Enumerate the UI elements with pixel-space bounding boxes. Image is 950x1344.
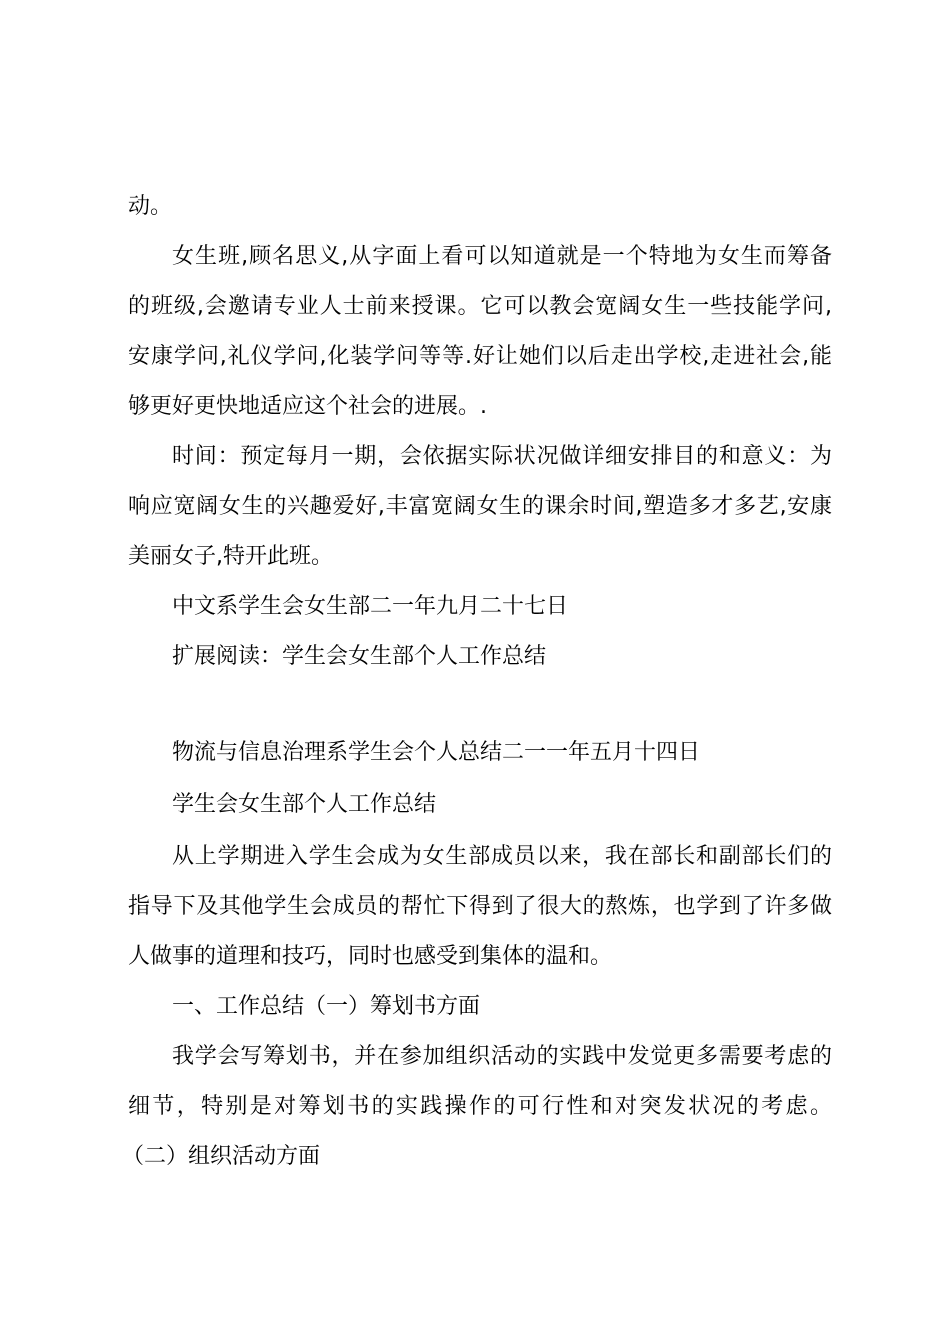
paragraph-line: 响应宽阔女生的兴趣爱好,丰富宽阔女生的课余时间,塑造多才多艺,安康: [128, 494, 832, 519]
subsection-heading: （二）组织活动方面: [122, 1144, 321, 1169]
paragraph-line: 人做事的道理和技巧，同时也感受到集体的温和。: [128, 944, 613, 969]
paragraph-line: 够更好更快地适应这个社会的进展。.: [128, 394, 487, 419]
paragraph-line: 美丽女子,特开此班。: [128, 544, 333, 569]
paragraph-line: 动。: [128, 194, 173, 219]
paragraph-line: 细节，特别是对筹划书的实践操作的可行性和对突发状况的考虑。: [128, 1094, 832, 1119]
paragraph-line: 女生班,顾名思义,从字面上看可以知道就是一个特地为女生而筹备: [172, 244, 832, 269]
paragraph-line: 我学会写筹划书，并在参加组织活动的实践中发觉更多需要考虑的: [172, 1044, 832, 1069]
paragraph-line: 时间：预定每月一期，会依据实际状况做详细安排目的和意义：为: [172, 444, 832, 469]
extended-reading-title: 扩展阅读：学生会女生部个人工作总结: [172, 644, 547, 669]
paragraph-line: 安康学问,礼仪学问,化装学问等等.好让她们以后走出学校,走进社会,能: [128, 344, 832, 369]
subsection-heading: 一、工作总结（一）筹划书方面: [172, 994, 481, 1019]
summary-heading: 物流与信息治理系学生会个人总结二一一年五月十四日: [172, 740, 701, 765]
paragraph-line: 从上学期进入学生会成为女生部成员以来，我在部长和副部长们的: [172, 844, 832, 869]
paragraph-line: 的班级,会邀请专业人士前来授课。它可以教会宽阔女生一些技能学问,: [128, 294, 832, 319]
signature-line: 中文系学生会女生部二一年九月二十七日: [172, 594, 569, 619]
section-title: 学生会女生部个人工作总结: [172, 792, 437, 817]
paragraph-line: 指导下及其他学生会成员的帮忙下得到了很大的熬炼，也学到了许多做: [128, 894, 832, 919]
